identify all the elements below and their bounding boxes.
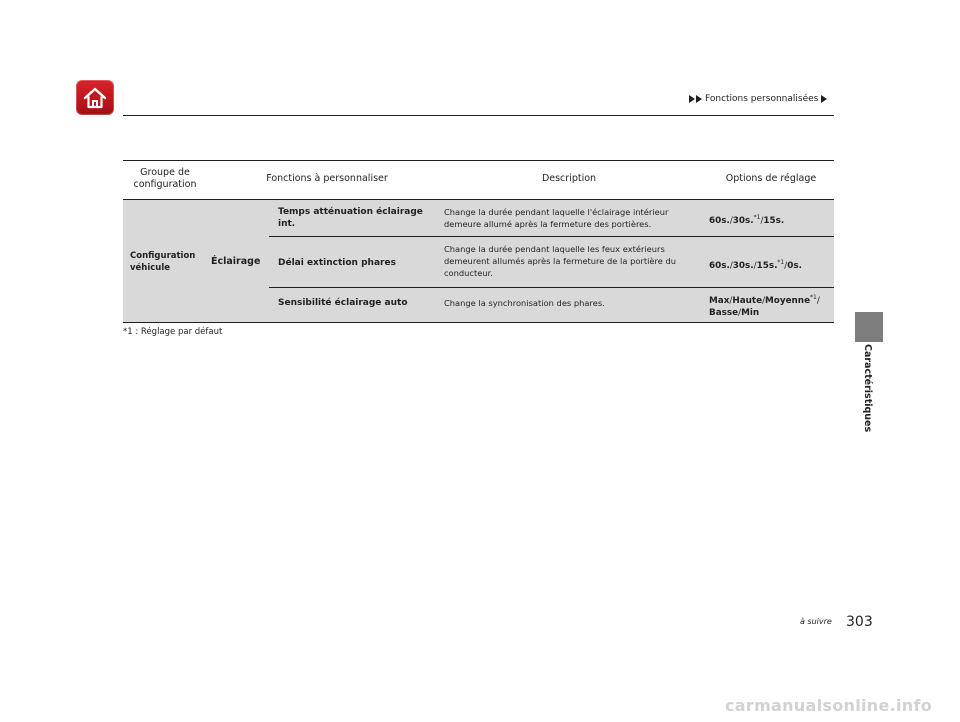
page-number: 303 <box>846 614 873 630</box>
breadcrumb-arrow-icon <box>821 95 827 103</box>
function-name: Temps atténuation éclairage int. <box>278 207 423 229</box>
header-options: Options de réglage <box>725 173 817 184</box>
footnote: *1 : Réglage par défaut <box>123 327 223 337</box>
settings-table <box>123 160 834 323</box>
breadcrumb-arrow-icon <box>689 95 695 103</box>
function-options: 60s./30s./15s.$^{*1}$/0s. <box>709 259 802 271</box>
header-divider <box>123 115 834 116</box>
table-row <box>269 288 834 322</box>
table-body <box>123 200 834 323</box>
home-icon <box>82 86 108 110</box>
continue-label: à suivre <box>800 617 832 626</box>
header-functions: Fonctions à personnaliser <box>266 173 388 184</box>
breadcrumb-text: Fonctions personnalisées <box>705 94 819 104</box>
section-label: Caractéristiques <box>862 344 873 433</box>
function-name: Sensibilité éclairage auto <box>278 298 408 308</box>
function-description: Change la durée pendant laquelle les feux extérieurs demeurent allumés après la fermeture de la portière du conducteur. <box>444 244 676 278</box>
header-description: Description <box>541 173 597 184</box>
header-group: Groupe de configuration <box>133 167 197 190</box>
function-description: Change la synchronisation des phares. <box>444 298 605 308</box>
breadcrumb-arrow-icon <box>696 95 702 103</box>
function-name: Délai extinction phares <box>278 258 396 268</box>
breadcrumb[interactable] <box>689 94 828 104</box>
function-options: Max/Haute/Moyenne$^{*1}$/ Basse/Min <box>709 294 820 318</box>
category-label: Configuration véhicule <box>130 251 196 273</box>
table-header <box>123 160 834 200</box>
subcategory-label: Éclairage <box>211 256 261 267</box>
table-row <box>269 237 834 287</box>
section-tab[interactable] <box>855 312 883 342</box>
function-description: Change la durée pendant laquelle l'éclairage intérieur demeure allumé après la fermeture des portières. <box>444 207 669 229</box>
watermark: carmanualsonline.info <box>725 696 933 715</box>
table-row <box>269 200 834 236</box>
home-button[interactable] <box>76 80 114 115</box>
function-options: 60s./30s.$^{*1}$/15s. <box>709 214 785 226</box>
